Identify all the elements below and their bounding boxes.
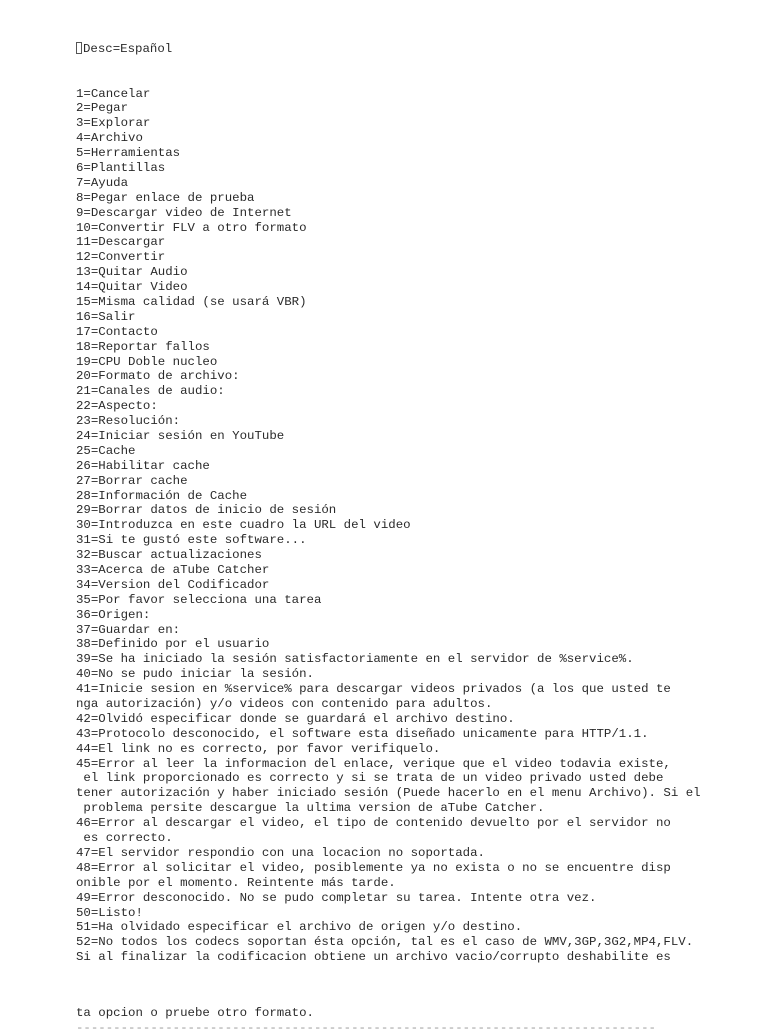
document-line: 31=Si te gustó este software... [76, 533, 307, 548]
document-line: 25=Cache [76, 443, 136, 458]
document-line: 39=Se ha iniciado la sesión satisfactoriamente en el servidor de %service%. [76, 652, 634, 667]
document-header-line [76, 42, 701, 57]
document-line: 30=Introduzca en este cuadro la URL del video [76, 518, 411, 533]
document-line: es correcto. [76, 831, 173, 846]
document-line: 42=Olvidó especificar donde se guardará el archivo destino. [76, 711, 515, 726]
document-line: 48=Error al solicitar el video, posiblemente ya no exista o no se encuentre disp [76, 860, 671, 875]
document-line: 5=Herramientas [76, 146, 181, 161]
document-line: 44=El link no es correcto, por favor verifiquelo. [76, 741, 441, 756]
document-line: 26=Habilitar cache [76, 458, 210, 473]
document-line: 23=Resolución: [76, 414, 181, 429]
document-line: 46=Error al descargar el video, el tipo de contenido devuelto por el servidor no [76, 816, 671, 831]
document-line: 47=El servidor respondio con una locacion no soportada. [76, 845, 485, 860]
document-line: 28=Información de Cache [76, 488, 248, 503]
document-line: 14=Quitar Video [76, 280, 188, 295]
document-line: 13=Quitar Audio [76, 265, 188, 280]
document-line: problema persite descargue la ultima version de aTube Catcher. [76, 801, 545, 816]
document-line: 10=Convertir FLV a otro formato [76, 220, 307, 235]
document-line: 38=Definido por el usuario [76, 637, 270, 652]
document-line: 20=Formato de archivo: [76, 369, 240, 384]
document-line: onible por el momento. Reintente más tarde. [76, 875, 396, 890]
document-line: 45=Error al leer la informacion del enlace, verique que el video todavia existe, [76, 756, 671, 771]
document-line: 33=Acerca de aTube Catcher [76, 563, 270, 578]
document-line: tener autorización y haber iniciado sesión (Puede hacerlo en el menu Archivo). Si el [76, 786, 701, 801]
document-line: 19=CPU Doble nucleo [76, 354, 218, 369]
document-tail-line: ta opcion o pruebe otro formato. [76, 1006, 314, 1020]
document-line: 35=Por favor selecciona una tarea [76, 592, 322, 607]
document-line: 1=Cancelar [76, 86, 151, 101]
document-line: 18=Reportar fallos [76, 339, 210, 354]
document-line: 21=Canales de audio: [76, 384, 225, 399]
document-line: 52=No todos los codecs soportan ésta opción, tal es el caso de WMV,3GP,3G2,MP4,FLV. [76, 935, 694, 950]
document-line: 49=Error desconocido. No se pudo completar su tarea. Intente otra vez. [76, 890, 597, 905]
document-line: 41=Inicie sesion en %service% para descargar videos privados (a los que usted te [76, 682, 671, 697]
document-line: 16=Salir [76, 309, 136, 324]
document-line: 8=Pegar enlace de prueba [76, 190, 255, 205]
document-line: 50=Listo! [76, 905, 143, 920]
document-line: 7=Ayuda [76, 175, 129, 190]
document-line: 24=Iniciar sesión en YouTube [76, 429, 285, 443]
document-line: 37=Guardar en: [76, 622, 181, 637]
document-line: el link proporcionado es correcto y si se trata de un video privado usted debe [76, 771, 664, 786]
document-line: 29=Borrar datos de inicio de sesión [76, 503, 337, 518]
document-line: 17=Contacto [76, 324, 158, 339]
document-line: 4=Archivo [76, 131, 143, 146]
document-lines [76, 87, 701, 966]
document-line: 15=Misma calidad (se usará VBR) [76, 294, 307, 309]
document-line: 2=Pegar [76, 101, 129, 116]
document-line: 32=Buscar actualizaciones [76, 548, 262, 563]
document-header: Desc=Español [83, 41, 173, 56]
document-line: 9=Descargar video de Internet [76, 205, 292, 220]
document-line: 34=Version del Codificador [76, 577, 270, 592]
document-line: 40=No se pudo iniciar la sesión. [76, 667, 314, 682]
document-line: 22=Aspecto: [76, 399, 158, 414]
document-line: 3=Explorar [76, 116, 151, 131]
document-line: nga autorización) y/o videos con contenido para adultos. [76, 697, 493, 712]
document-line: 27=Borrar cache [76, 473, 188, 488]
document-line: 11=Descargar [76, 235, 166, 250]
document-line: 6=Plantillas [76, 160, 166, 175]
document-text [76, 12, 701, 995]
bom-glyph-icon [76, 42, 82, 54]
document-line: Si al finalizar la codificacion obtiene un archivo vacio/corrupto deshabilite es [76, 950, 671, 965]
document-line: 12=Convertir [76, 250, 166, 265]
document-line: 51=Ha olvidado especificar el archivo de origen y/o destino. [76, 920, 523, 935]
page-cut-line: ------------------------------------------------------------------------------ [76, 1021, 656, 1035]
document-line: 36=Origen: [76, 607, 151, 622]
document-line: 43=Protocolo desconocido, el software esta diseñado unicamente para HTTP/1.1. [76, 726, 649, 741]
